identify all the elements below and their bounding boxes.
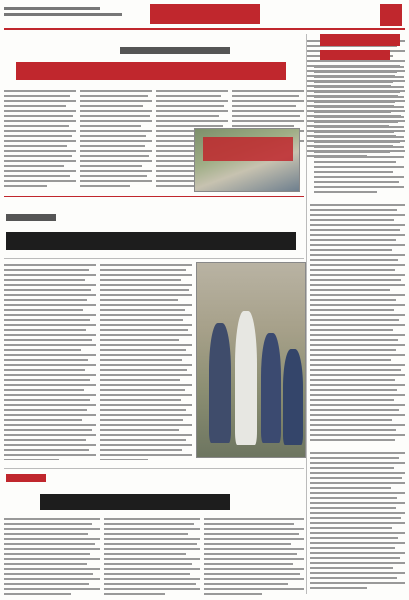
right-column-body-lower xyxy=(310,452,405,596)
lead-bottom-rule xyxy=(4,196,304,197)
safety-section-label xyxy=(6,474,46,482)
column-divider xyxy=(306,34,307,594)
feature-body-col-2 xyxy=(100,264,192,460)
photo-figure xyxy=(261,333,281,443)
feature-photo xyxy=(196,262,306,458)
lead-kicker xyxy=(120,47,230,54)
section-title xyxy=(150,4,260,24)
lead-body-col-1 xyxy=(4,90,76,190)
safety-top-rule xyxy=(4,468,304,469)
safety-headline xyxy=(40,494,230,510)
feature-body-col-1 xyxy=(4,264,96,460)
safety-body-col-2 xyxy=(104,518,200,596)
photo-figure xyxy=(283,349,303,445)
feature-top-rule xyxy=(4,258,304,259)
sidebar-body xyxy=(314,66,404,196)
safety-body-col-1 xyxy=(4,518,100,596)
lead-photo xyxy=(194,128,300,192)
date-line xyxy=(4,7,100,10)
sidebar-headline-2 xyxy=(320,50,390,60)
photo-figure xyxy=(209,323,231,443)
masthead-meta xyxy=(4,5,124,23)
lead-headline xyxy=(16,62,286,80)
sidebar-headline-1 xyxy=(320,34,400,46)
contact-line xyxy=(4,13,122,16)
photo-banner xyxy=(203,137,293,161)
right-column-body xyxy=(310,204,405,444)
page-number xyxy=(380,4,402,26)
lead-body-col-2 xyxy=(80,90,152,190)
photo-figure xyxy=(235,311,257,445)
feature-headline xyxy=(6,232,296,250)
safety-body-col-3 xyxy=(204,518,304,596)
feature-section-label xyxy=(6,214,56,221)
